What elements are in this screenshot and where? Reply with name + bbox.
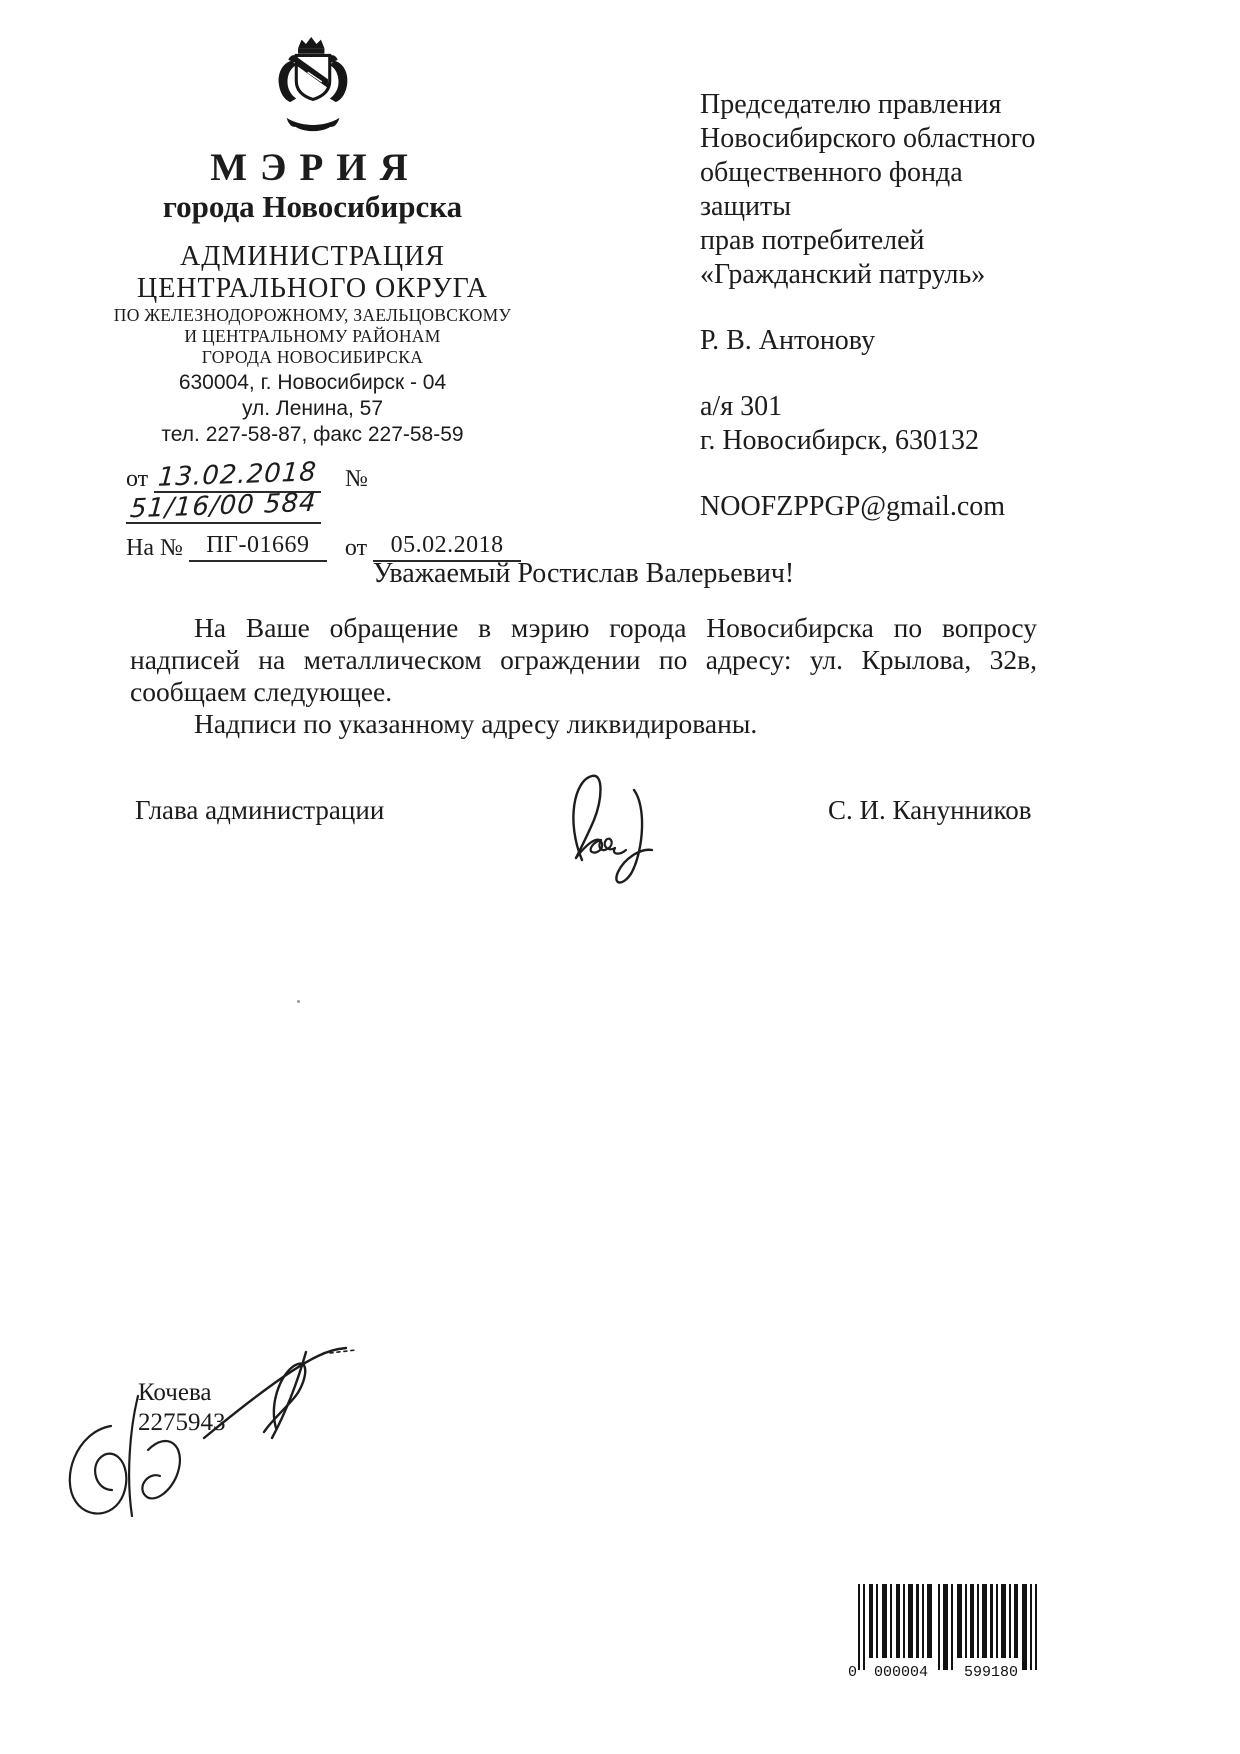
recipient-title-line1: Председателю правления bbox=[700, 89, 1002, 120]
recipient-org-name: «Гражданский патруль» bbox=[700, 259, 986, 290]
executor-name: Кочева bbox=[138, 1379, 212, 1406]
reply-label: На № bbox=[126, 535, 183, 561]
outgoing-number-field bbox=[126, 487, 321, 525]
registration-barcode bbox=[846, 1584, 1044, 1684]
handwritten-date: 13.02.2018 bbox=[157, 457, 319, 493]
dept-name-line1: АДМИНИСТРАЦИЯ bbox=[180, 241, 445, 272]
org-street-address: ул. Ленина, 57 bbox=[241, 397, 384, 420]
from-label: от bbox=[126, 466, 149, 492]
recipient-title-line3: общественного фонда защиты bbox=[700, 157, 963, 222]
recipient-email: NOOFZPPGP@gmail.com bbox=[700, 491, 1006, 522]
recipient-block bbox=[700, 88, 1050, 524]
recipient-person-name: Р. В. Антонову bbox=[700, 325, 876, 356]
scan-speck bbox=[297, 1000, 300, 1003]
recipient-city: г. Новосибирск, 630132 bbox=[700, 425, 979, 456]
signatory-title: Глава администрации bbox=[135, 795, 385, 825]
handwritten-number: 51/16/00 584 bbox=[129, 487, 318, 525]
barcode-digits-right: 599180 bbox=[964, 1664, 1019, 1681]
executor-phone: 2275943 bbox=[138, 1409, 226, 1436]
barcode-digits-mid: 000004 bbox=[874, 1664, 929, 1681]
coat-of-arms bbox=[110, 36, 515, 145]
head-signature-autograph bbox=[552, 762, 712, 898]
outgoing-reference-line bbox=[126, 457, 546, 525]
reply-from-label: от bbox=[344, 535, 368, 561]
salutation: Уважаемый Ростислав Валерьевич! bbox=[372, 558, 795, 589]
recipient-title-line4: прав потребителей bbox=[700, 225, 925, 256]
org-postal-address: 630004, г. Новосибирск - 04 bbox=[178, 371, 447, 394]
letterhead bbox=[110, 36, 515, 448]
number-label: № bbox=[345, 466, 368, 492]
org-phone-fax: тел. 227-58-87, факс 227-58-59 bbox=[161, 423, 464, 446]
reply-date-field: 05.02.2018 bbox=[373, 532, 521, 562]
barcode-digit-left: 0 bbox=[848, 1664, 858, 1681]
signatory-name: С. И. Канунников bbox=[828, 795, 1032, 825]
reply-number-field: ПГ-01669 bbox=[189, 532, 327, 562]
dept-districts-line3: ГОРОДА НОВОСИБИРСКА bbox=[201, 347, 424, 367]
org-name-line2: города Новосибирска bbox=[162, 189, 463, 224]
letter-body bbox=[130, 612, 1037, 740]
dept-districts-line2: И ЦЕНТРАЛЬНОМУ РАЙОНАМ bbox=[184, 326, 441, 346]
dept-districts-line1: ПО ЖЕЛЕЗНОДОРОЖНОМУ, ЗАЕЛЬЦОВСКОМУ bbox=[113, 305, 512, 325]
body-paragraph-1: На Ваше обращение в мэрию города Новосибирска по вопросу надписей на металлическом ограждении по адресу: ул. Крылова, 32в, сообщаем следующее. bbox=[130, 612, 1037, 707]
recipient-title-line2: Новосибирского областного bbox=[700, 123, 1036, 154]
recipient-po-box: а/я 301 bbox=[700, 391, 783, 422]
novosibirsk-coat-of-arms-icon bbox=[269, 36, 357, 140]
executor-block bbox=[138, 1378, 226, 1438]
org-name-line1: МЭРИЯ bbox=[210, 146, 421, 189]
dept-name-line2: ЦЕНТРАЛЬНОГО ОКРУГА bbox=[136, 273, 489, 304]
body-paragraph-2: Надписи по указанному адресу ликвидированы. bbox=[194, 708, 758, 739]
